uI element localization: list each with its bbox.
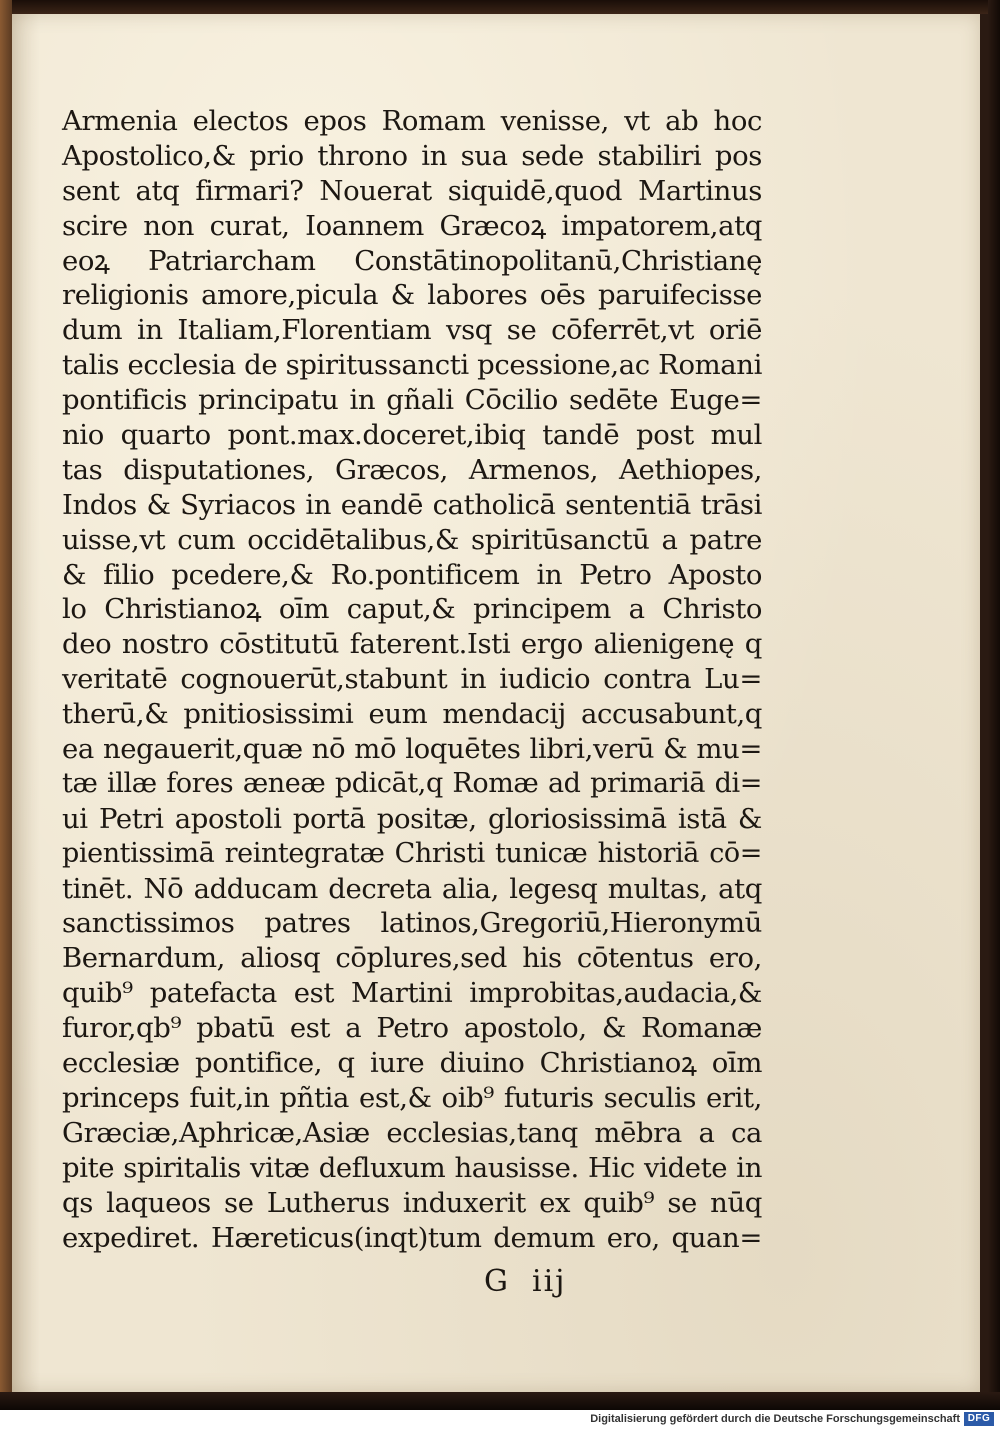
dfg-logo: DFG <box>964 1412 994 1426</box>
text-line: Indos & Syriacos in eandē catholicā sententiā trāsi <box>62 488 762 521</box>
signature-numeral: iij <box>531 1264 567 1299</box>
text-line: Græciæ,Aphricæ,Asiæ ecclesias,tanq mēbra a ca <box>62 1116 762 1149</box>
text-line: pientissimā reintegratæ Christi tunicæ historiā cō= <box>62 837 762 869</box>
text-line: nio quarto pont.max.doceret,ibiq tandē post mul <box>62 419 762 452</box>
text-line: Apostolico,& prio throno in sua sede stabiliri pos <box>62 139 762 172</box>
text-line: princeps fuit,in pñtia est,& oib⁹ futuris seculis erit, <box>62 1081 762 1114</box>
text-line: uisse,vt cum occidētalibus,& spiritūsanctū a patre <box>62 523 762 556</box>
text-line: Bernardum, aliosq cōplures,sed his cōtentus ero, <box>62 942 762 975</box>
text-line: furor,qb⁹ pbatū est a Petro apostolo, & Romanæ <box>62 1012 762 1045</box>
text-line: talis ecclesia de spiritussancti pcessione,ac Romani <box>62 349 762 382</box>
text-line: quib⁹ patefacta est Martini improbitas,audacia,& <box>62 977 762 1010</box>
binding-edge-left <box>0 0 12 1410</box>
book-page <box>12 14 980 1392</box>
binding-edge-bottom <box>0 1392 1000 1410</box>
text-line: & filio pcedere,& Ro.pontificem in Petro Aposto <box>62 558 762 591</box>
text-line: dum in Italiam,Florentiam vsq se cōferrēt,vt oriē <box>62 314 762 347</box>
footer-bar <box>0 1410 1000 1430</box>
binding-edge-right <box>988 0 1000 1410</box>
text-line: tinēt. Nō adducam decreta alia, legesq multas, atq <box>62 872 762 905</box>
text-line: qs laqueos se Lutherus induxerit ex quib⁹ se nūq <box>62 1186 762 1219</box>
text-line: pite spiritalis vitæ defluxum hausisse. Hic videte in <box>62 1151 762 1184</box>
text-line: ea negauerit,quæ nō mō loquētes libri,verū & mu= <box>62 733 762 766</box>
text-line: eoꝝ Patriarcham Constātinopolitanū,Christianę <box>62 244 762 277</box>
text-line: sanctissimos patres latinos,Gregoriū,Hieronymū <box>62 907 762 940</box>
funding-credit: Digitalisierung gefördert durch die Deutsche Forschungsgemeinschaft <box>590 1413 960 1425</box>
text-line: pontificis principatu in gñali Cōcilio sedēte Euge= <box>62 384 762 417</box>
signature-letter: G <box>484 1264 510 1299</box>
text-line: veritatē cognouerūt,stabunt in iudicio contra Lu= <box>62 663 762 696</box>
signature-mark <box>484 1264 566 1299</box>
page-text-block <box>62 104 762 1255</box>
text-line: sent atq firmari? Nouerat siquidē,quod Martinus <box>62 174 762 207</box>
text-line: ui Petri apostoli portā positæ, gloriosissimā istā & <box>62 802 762 835</box>
text-line: religionis amore,picula & labores oēs paruifecisse <box>62 279 762 312</box>
binding-edge-top <box>0 0 1000 14</box>
text-line: ecclesiæ pontifice, q iure diuino Christianoꝝ oīm <box>62 1047 762 1080</box>
text-line: expediret. Hæreticus(inqt)tum demum ero, quan= <box>62 1221 762 1254</box>
text-line: Armenia electos epos Romam venisse, vt ab hoc <box>62 105 762 137</box>
text-line: scire non curat, Ioannem Græcoꝝ impatorem,atq <box>62 209 762 242</box>
text-line: tæ illæ fores æneæ pdicāt,q Romæ ad primariā di= <box>62 767 762 799</box>
text-line: tas disputationes, Græcos, Armenos, Aethiopes, <box>62 453 762 486</box>
text-line: lo Christianoꝝ oīm caput,& principem a Christo <box>62 593 762 626</box>
text-line: therū,& pnitiosissimi eum mendacij accusabunt,q <box>62 698 762 731</box>
text-line: deo nostro cōstitutū faterent.Isti ergo alienigenę q <box>62 628 762 661</box>
